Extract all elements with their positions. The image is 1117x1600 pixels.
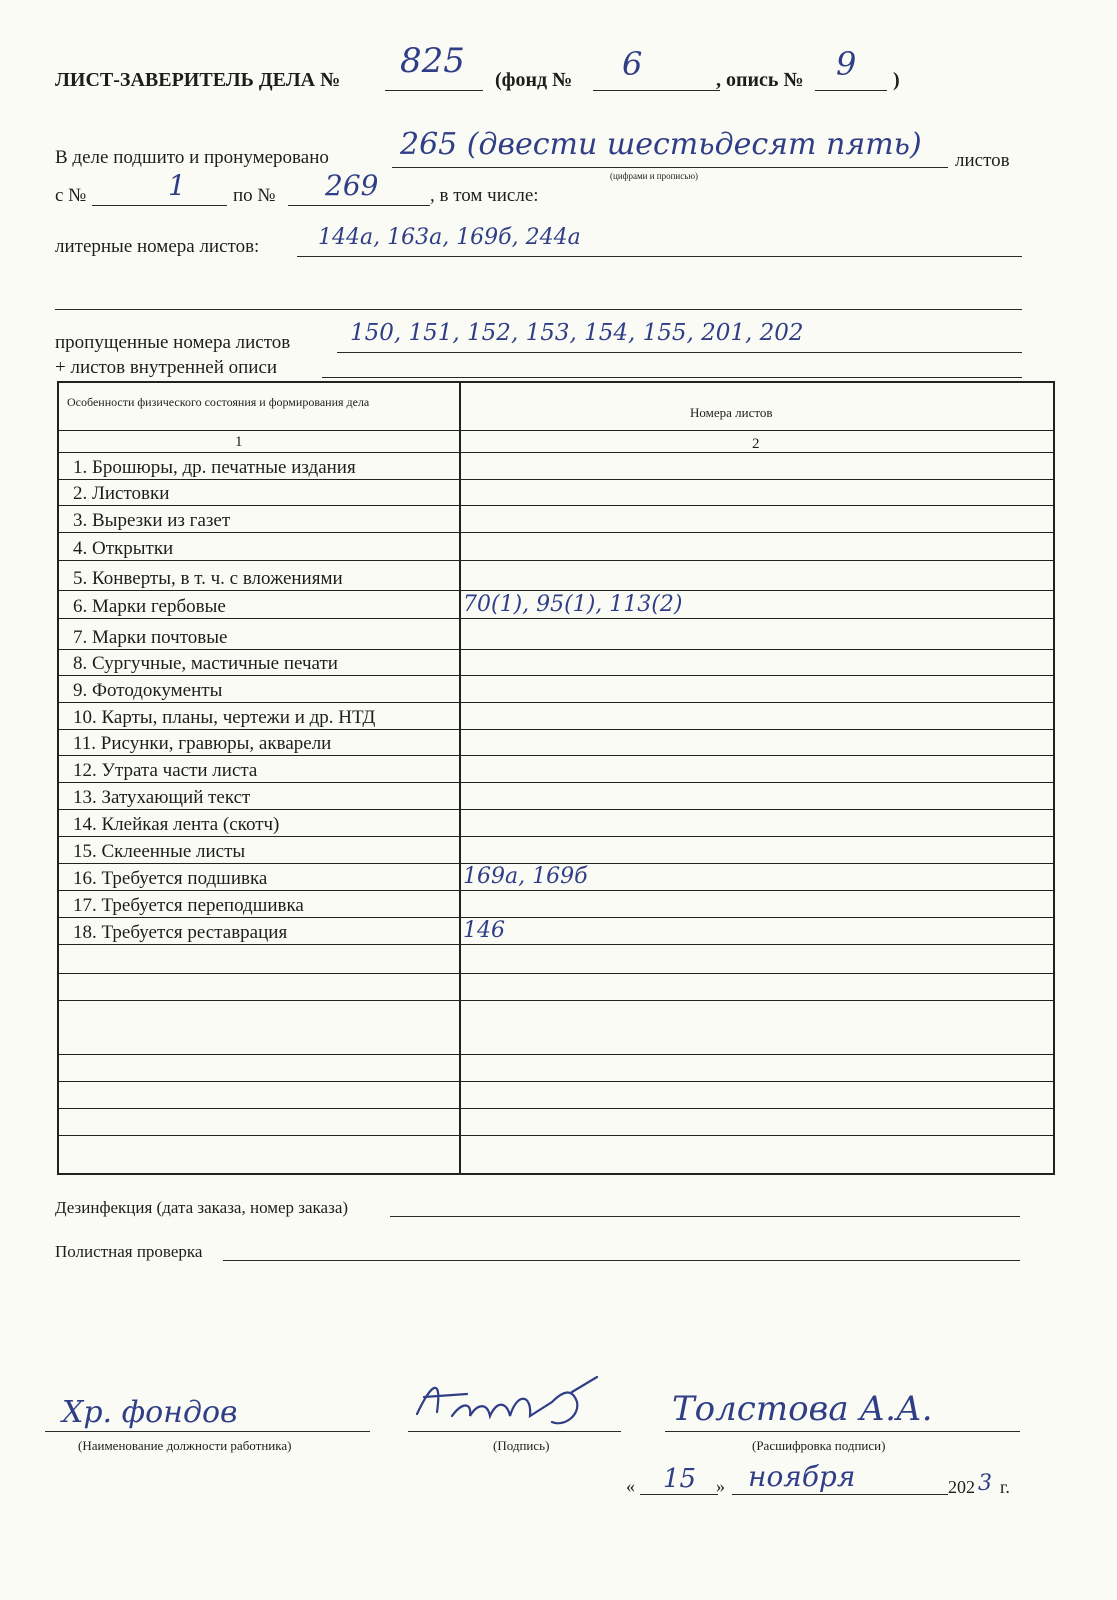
disinfection-label: Дезинфекция (дата заказа, номер заказа) bbox=[55, 1198, 349, 1217]
to-label: по № bbox=[233, 185, 276, 206]
table-row-divider bbox=[59, 675, 1053, 676]
table-row-divider bbox=[59, 479, 1053, 480]
missing-sheets-value[interactable]: 150, 151, 152, 153, 154, 155, 201, 202 bbox=[350, 320, 804, 346]
table-empty-row-divider bbox=[59, 1108, 1053, 1109]
date-day-line bbox=[640, 1494, 718, 1495]
position-line bbox=[45, 1431, 370, 1432]
table-row-divider bbox=[59, 618, 1053, 619]
col1-header: Особенности физического состояния и формирования дела bbox=[67, 395, 370, 409]
table-row-divider bbox=[59, 649, 1053, 650]
disinfection-line bbox=[390, 1216, 1020, 1217]
table-row-label: 16. Требуется подшивка bbox=[73, 868, 268, 889]
table-empty-row-divider bbox=[59, 1135, 1053, 1136]
table-row-divider bbox=[59, 782, 1053, 783]
table-row-label: 17. Требуется переподшивка bbox=[73, 895, 304, 916]
table-row-divider bbox=[59, 505, 1053, 506]
date-year-suffix: г. bbox=[1000, 1477, 1010, 1497]
table-row-label: 13. Затухающий текст bbox=[73, 787, 251, 808]
decode-caption: (Расшифровка подписи) bbox=[752, 1438, 886, 1453]
sewn-suffix: листов bbox=[955, 150, 1010, 171]
position-value[interactable]: Хр. фондов bbox=[62, 1395, 238, 1430]
table-row-label: 14. Клейкая лента (скотч) bbox=[73, 814, 280, 835]
opis-close: ) bbox=[893, 69, 900, 91]
table-empty-row-divider bbox=[59, 1000, 1053, 1001]
fond-number-value[interactable]: 6 bbox=[622, 45, 643, 83]
table-row-label: 2. Листовки bbox=[73, 483, 170, 504]
table-row-divider bbox=[59, 836, 1053, 837]
table-row-label: 1. Брошюры, др. печатные издания bbox=[73, 457, 356, 478]
table-row-label: 11. Рисунки, гравюры, акварели bbox=[73, 733, 332, 754]
from-value[interactable]: 1 bbox=[168, 169, 186, 202]
table-row-label: 15. Склеенные листы bbox=[73, 841, 246, 862]
check-label: Полистная проверка bbox=[55, 1242, 203, 1261]
table-row-divider bbox=[59, 532, 1053, 533]
sewn-hint: (цифрами и прописью) bbox=[610, 171, 699, 181]
letter-sheets-line bbox=[297, 256, 1022, 257]
table-row-label: 8. Сургучные, мастичные печати bbox=[73, 653, 338, 674]
table-row-label: 18. Требуется реставрация bbox=[73, 922, 288, 943]
internal-inventory-label: + листов внутренней описи bbox=[55, 357, 278, 378]
fond-label: (фонд № bbox=[495, 69, 573, 91]
date-close-quote: » bbox=[716, 1476, 725, 1496]
from-line bbox=[92, 205, 227, 206]
including-label: , в том числе: bbox=[430, 185, 539, 206]
table-row-label: 12. Утрата части листа bbox=[73, 760, 258, 781]
letter-sheets-label: литерные номера листов: bbox=[55, 236, 260, 257]
sewn-line bbox=[392, 167, 948, 168]
missing-sheets-line bbox=[337, 352, 1022, 353]
table-empty-row-divider bbox=[59, 1054, 1053, 1055]
table-row-divider bbox=[59, 890, 1053, 891]
position-caption: (Наименование должности работника) bbox=[78, 1438, 292, 1453]
table-row-divider bbox=[59, 729, 1053, 730]
table-row-divider bbox=[59, 590, 1053, 591]
fond-number-line bbox=[593, 90, 720, 91]
table-empty-row-divider bbox=[59, 1081, 1053, 1082]
opis-number-value[interactable]: 9 bbox=[836, 45, 857, 83]
check-line bbox=[223, 1260, 1020, 1261]
to-line bbox=[288, 205, 430, 206]
decode-value[interactable]: Толстова А.А. bbox=[672, 1389, 933, 1429]
table-row-label: 3. Вырезки из газет bbox=[73, 510, 231, 531]
date-month[interactable]: ноября bbox=[748, 1460, 856, 1493]
from-label: с № bbox=[55, 185, 87, 206]
sewn-value[interactable]: 265 (двести шестьдесят пять) bbox=[400, 127, 922, 162]
table-row-divider bbox=[59, 809, 1053, 810]
form-title: ЛИСТ-ЗАВЕРИТЕЛЬ ДЕЛА № bbox=[55, 69, 341, 91]
table-row-label: 9. Фотодокументы bbox=[73, 680, 223, 701]
table-header-divider bbox=[59, 430, 1053, 431]
table-row-label: 6. Марки гербовые bbox=[73, 596, 226, 617]
table-row-value[interactable]: 169а, 169б bbox=[463, 864, 588, 889]
table-row-label: 7. Марки почтовые bbox=[73, 627, 228, 648]
signature-scribble bbox=[412, 1372, 612, 1432]
table-row-divider bbox=[59, 560, 1053, 561]
date-month-line bbox=[732, 1494, 948, 1495]
col2-header: Номера листов bbox=[690, 405, 773, 420]
signature-caption: (Подпись) bbox=[493, 1438, 550, 1453]
table-row-value[interactable]: 146 bbox=[463, 918, 505, 943]
date-year-prefix: 202 bbox=[948, 1477, 975, 1497]
table-row-label: 10. Карты, планы, чертежи и др. НТД bbox=[73, 707, 376, 728]
table-empty-row-divider bbox=[59, 973, 1053, 974]
date-day[interactable]: 15 bbox=[663, 1464, 697, 1494]
opis-number-line bbox=[815, 90, 887, 91]
blank-line bbox=[55, 309, 1022, 310]
delo-number-line bbox=[385, 90, 483, 91]
table-row-divider bbox=[59, 917, 1053, 918]
date-open-quote: « bbox=[626, 1476, 635, 1496]
table-row-divider bbox=[59, 755, 1053, 756]
delo-number-value[interactable]: 825 bbox=[400, 41, 465, 81]
table-row-value[interactable]: 70(1), 95(1), 113(2) bbox=[463, 592, 683, 617]
table-row-divider bbox=[59, 944, 1053, 945]
missing-sheets-label: пропущенные номера листов bbox=[55, 332, 291, 353]
col2-number: 2 bbox=[752, 436, 760, 452]
opis-label: , опись № bbox=[716, 69, 804, 91]
table-row-label: 4. Открытки bbox=[73, 538, 174, 559]
col1-number: 1 bbox=[235, 434, 243, 450]
decode-line bbox=[665, 1431, 1020, 1432]
sewn-label: В деле подшито и пронумеровано bbox=[55, 147, 329, 168]
table-subheader-divider bbox=[59, 452, 1053, 453]
date-year-last[interactable]: 3 bbox=[978, 1471, 992, 1496]
letter-sheets-value[interactable]: 144а, 163а, 169б, 244а bbox=[318, 225, 581, 250]
to-value[interactable]: 269 bbox=[325, 169, 379, 202]
internal-inventory-line bbox=[322, 377, 1022, 378]
physical-state-table bbox=[57, 381, 1055, 1175]
table-row-divider bbox=[59, 702, 1053, 703]
table-row-label: 5. Конверты, в т. ч. с вложениями bbox=[73, 568, 343, 589]
